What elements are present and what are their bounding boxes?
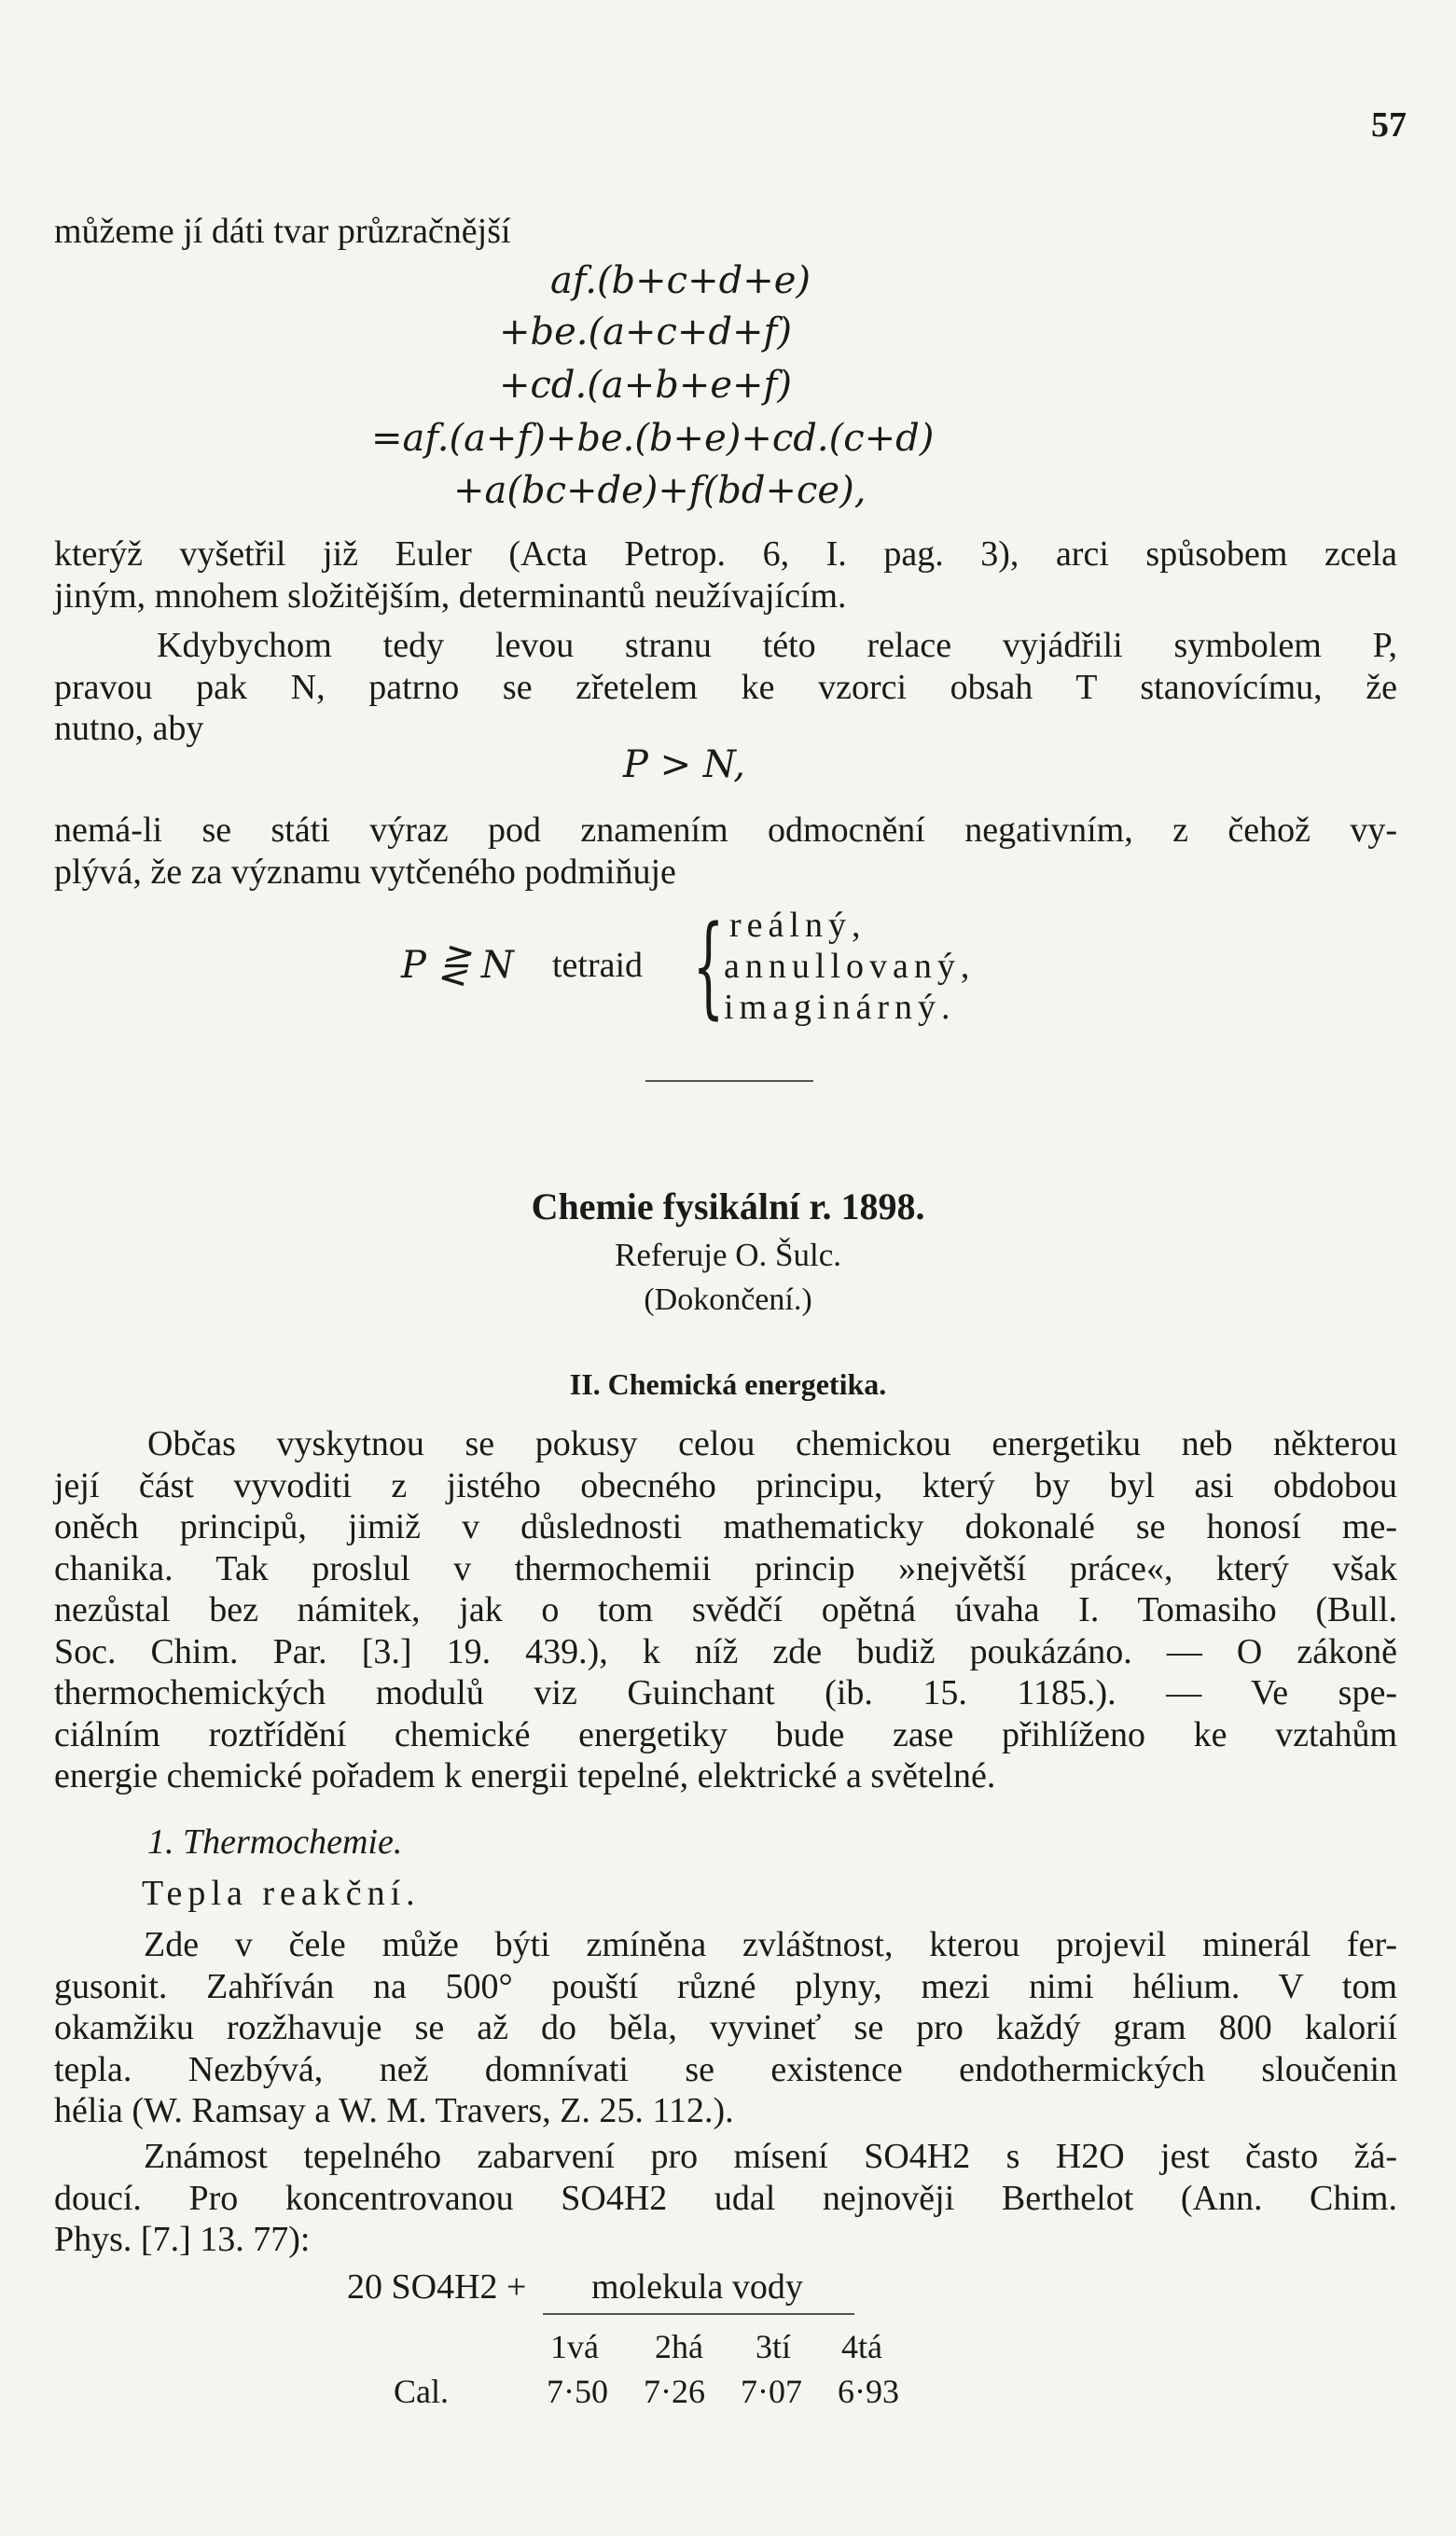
author-line: Referuje O. Šulc. [615, 1237, 841, 1273]
section-title: Chemie fysikální r. 1898. [531, 1185, 925, 1227]
text-line: Phys. [7.] 13. 77): [54, 2220, 311, 2259]
case-option-3: imaginárný. [724, 988, 956, 1027]
text-line: energie chemické pořadem k energii tepelné, elektrické a světelné. [54, 1756, 996, 1795]
text-line: nezůstal bez námitek, jak o tom svědčí opětná úvaha I. Tomasiho (Bull. [54, 1590, 1397, 1629]
text-line: gusonit. Zahříván na 500° pouští různé plyny, mezi nimi hélium. V tom [54, 1966, 1397, 2006]
intro-line: můžeme jí dáti tvar průzračnější [54, 212, 511, 251]
case-option-2: annullovaný, [724, 947, 976, 986]
page-number: 57 [1371, 105, 1407, 145]
text-line: její část vyvoditi z jistého obecného principu, který by byl asi obdobou [54, 1465, 1397, 1505]
text-line: jiným, mnohem složitějším, determinantů neužívajícím. [54, 575, 847, 616]
text-line: Soc. Chim. Par. [3.] 19. 439.), k níž zde budiž poukázáno. — O zákoně [54, 1631, 1397, 1671]
table-col-4: 4tá [841, 2328, 882, 2365]
text-line: Občas vyskytnou se pokusy celou chemickou energetiku neb některou [147, 1424, 1397, 1463]
paragraph-symbols [54, 625, 1397, 750]
paragraph-sulfuric-acid [54, 2136, 1397, 2261]
table-row-label: Cal. [394, 2373, 449, 2410]
case-option-1: reálný, [729, 906, 867, 945]
table-col-2: 2há [655, 2328, 703, 2365]
paragraph-euler [54, 534, 1397, 617]
paragraph-condition [54, 810, 1397, 893]
inequality: P > N, [623, 743, 746, 786]
text-line: chanika. Tak proslul v thermochemii princip »největší práce«, který však [54, 1548, 1397, 1588]
thermo-heading: 1. Thermochemie. [147, 1822, 403, 1862]
equation-line-5: +a(bc+de)+f(bd+ce), [453, 469, 867, 512]
equation-line-2: +be.(a+c+d+f) [499, 311, 792, 353]
equation-line-4: =af.(a+f)+be.(b+e)+cd.(c+d) [371, 417, 935, 460]
text-line: Známost tepelného zabarvení pro mísení SO4H2 s H2O jest často žá- [144, 2137, 1397, 2176]
table-value-3: 7·07 [741, 2373, 802, 2410]
reaction-heat-heading: Tepla reakční. [142, 1874, 421, 1913]
brace-icon: { [692, 901, 725, 1030]
cases-word: tetraid [552, 946, 644, 985]
text-line: Kdybychom tedy levou stranu této relace vyjádřili symbolem P, [157, 626, 1397, 665]
text-line: hélia (W. Ramsay a W. M. Travers, Z. 25. 112.). [54, 2091, 734, 2130]
text-line: tepla. Nezbývá, než domnívati se existence endothermických sloučenin [54, 2049, 1397, 2089]
equation-line-1: af.(b+c+d+e) [550, 259, 811, 302]
table-header-left: 20 SO4H2 + [347, 2267, 527, 2307]
table-value-4: 6·93 [838, 2373, 899, 2410]
text-line: thermochemických modulů viz Guinchant (ib. 15. 1185.). — Ve spe- [54, 1673, 1397, 1712]
text-line: okamžiku rozžhavuje se až do běla, vyvineť se pro každý gram 800 kalorií [54, 2008, 1397, 2047]
text-line: nutno, aby [54, 709, 204, 748]
paragraph-energetics [54, 1423, 1397, 1797]
text-line: ciálním roztřídění chemické energetiky bude zase přihlíženo ke vztahům [54, 1714, 1397, 1754]
table-header-rule [543, 2313, 854, 2315]
table-value-1: 7·50 [547, 2373, 608, 2410]
paragraph-fergusonit [54, 1924, 1397, 2132]
table-col-3: 3tí [756, 2328, 792, 2365]
text-line: pravou pak N, patrno se zřetelem ke vzorci obsah T stanovícímu, že [54, 667, 1397, 707]
continuation-note: (Dokončení.) [644, 1282, 812, 1317]
subsection-title: II. Chemická energetika. [569, 1367, 887, 1401]
text-line: oněch principů, jimiž v důslednosti mathematicky dokonalé se honosí me- [54, 1507, 1397, 1546]
table-col-1: 1vá [550, 2328, 599, 2365]
table-header-span: molekula vody [591, 2267, 803, 2307]
text-line: nemá-li se státi výraz pod znamením odmocnění negativním, z čehož vy- [54, 811, 1397, 850]
text-line: kterýž vyšetřil již Euler (Acta Petrop. 6, I. pag. 3), arci spůsobem zcela [54, 534, 1397, 574]
table-value-2: 7·26 [644, 2373, 705, 2410]
text-line: doucí. Pro koncentrovanou SO4H2 udal nejnověji Berthelot (Ann. Chim. [54, 2178, 1397, 2218]
text-line: plývá, že za významu vytčeného podmiňuje [54, 852, 676, 892]
separator-rule [645, 1080, 813, 1082]
text-line: Zde v čele může býti zmíněna zvláštnost, kterou projevil minerál fer- [144, 1925, 1397, 1964]
equation-line-3: +cd.(a+b+e+f) [499, 364, 792, 407]
cases-lhs: P ⋛ N [401, 944, 514, 987]
